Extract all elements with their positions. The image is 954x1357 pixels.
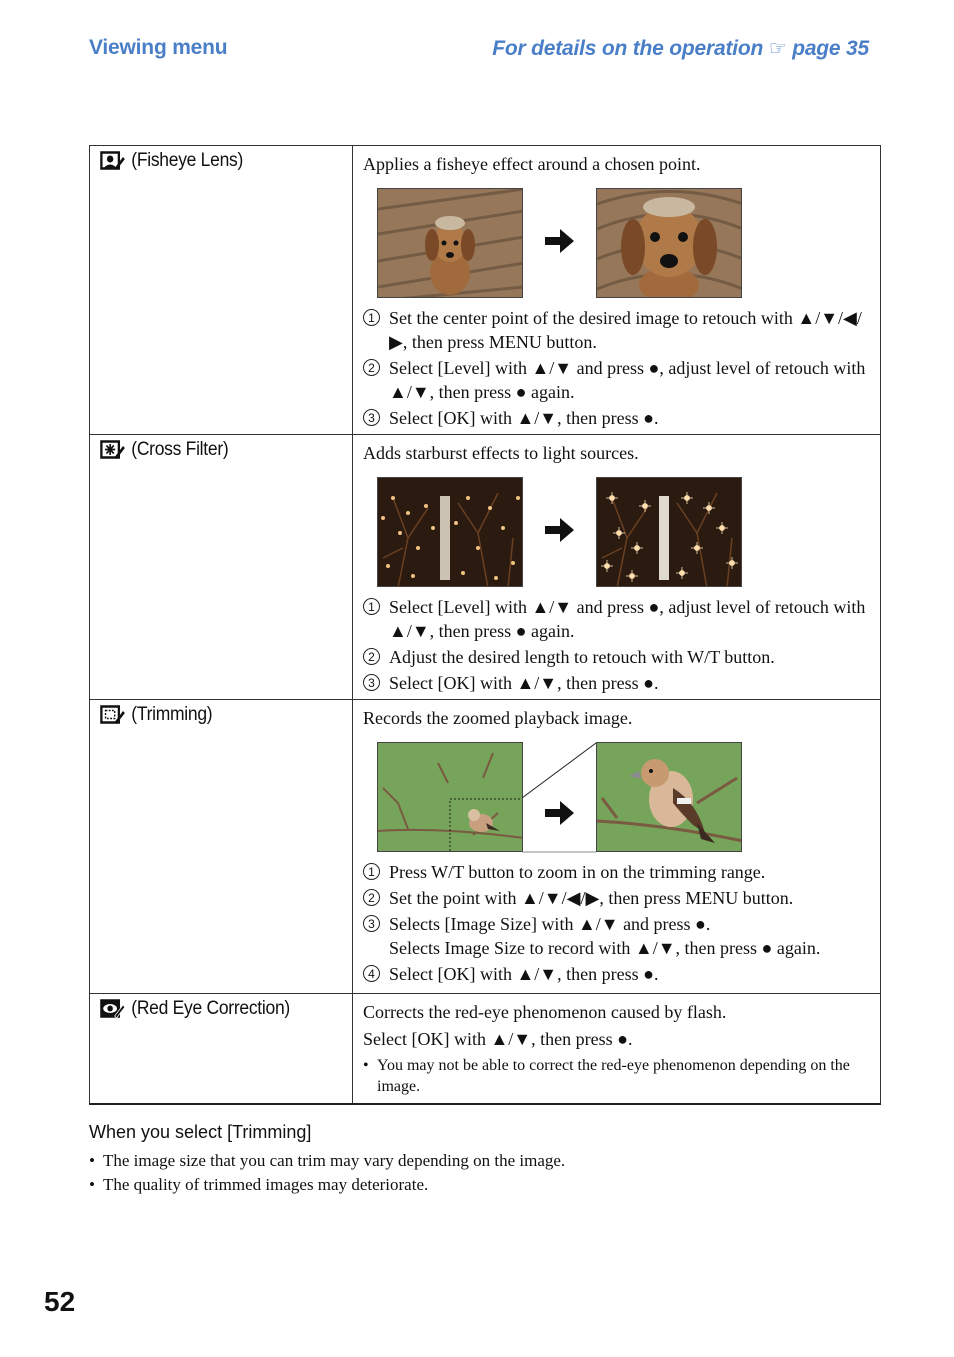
step-item	[363, 645, 870, 669]
operation-reference-page: page 35	[792, 37, 869, 60]
operation-reference	[492, 36, 869, 61]
cross-filter-icon	[100, 439, 126, 461]
arrow-icon	[545, 800, 575, 826]
step-number: 1	[363, 863, 380, 880]
step-text: Adjust the desired length to retouch with W/T button.	[389, 647, 775, 667]
step-text: Select [Level] with ▲/▼ and press ●, adjust level of retouch with ▲/▼, then press ● again.	[389, 597, 866, 641]
example-images	[377, 742, 870, 852]
dog-before-image	[377, 188, 523, 298]
arrow-icon	[545, 228, 575, 254]
step-number: 3	[363, 409, 380, 426]
table-row-red-eye	[90, 994, 881, 1105]
mode-instruction: Select [OK] with ▲/▼, then press ●.	[363, 1029, 633, 1049]
example-images	[377, 188, 870, 298]
table-row-cross-filter	[90, 435, 881, 700]
trimming-notes-heading: When you select [Trimming]	[89, 1122, 312, 1142]
mode-cell	[90, 700, 353, 994]
step-text: Select [OK] with ▲/▼, then press ●.	[389, 673, 659, 693]
fisheye-icon	[100, 150, 126, 172]
operation-reference-text: For details on the operation	[492, 37, 764, 60]
step-item	[363, 406, 870, 430]
step-item	[363, 912, 870, 960]
step-text: Set the center point of the desired image to retouch with ▲/▼/◀/▶, then press MENU button.	[389, 308, 862, 352]
table-row-trimming	[90, 700, 881, 994]
step-number: 4	[363, 965, 380, 982]
step-item	[363, 860, 870, 884]
step-number: 2	[363, 359, 380, 376]
section-title: Viewing menu	[89, 36, 228, 59]
step-text: Set the point with ▲/▼/◀/▶, then press MENU button.	[389, 888, 794, 908]
mode-name: (Cross Filter)	[131, 439, 229, 460]
description-cell	[353, 435, 881, 700]
step-item	[363, 595, 870, 643]
mode-cell	[90, 435, 353, 700]
step-text: Select [OK] with ▲/▼, then press ●.	[389, 408, 659, 428]
step-subtext: Selects Image Size to record with ▲/▼, then press ● again.	[389, 938, 821, 958]
step-item	[363, 886, 870, 910]
step-item	[363, 962, 870, 986]
step-text: Press W/T button to zoom in on the trimming range.	[389, 862, 766, 882]
step-list	[363, 860, 870, 990]
hand-pointer-icon: ☞	[768, 38, 787, 60]
arrow-icon	[545, 517, 575, 543]
retouch-table	[89, 145, 881, 1105]
note-bullet: • The quality of trimmed images may deteriorate.	[89, 1173, 889, 1197]
step-number: 1	[363, 598, 380, 615]
step-item	[363, 356, 870, 404]
step-text: Select [Level] with ▲/▼ and press ●, adjust level of retouch with ▲/▼, then press ● again.	[389, 358, 866, 402]
bird-before-image	[377, 742, 523, 852]
mode-name: (Trimming)	[131, 704, 213, 725]
lights-after-starburst-image	[596, 477, 742, 587]
mode-label	[100, 998, 332, 1020]
mode-label	[100, 704, 332, 726]
step-number: 2	[363, 889, 380, 906]
red-eye-icon	[100, 998, 126, 1020]
trimming-notes	[89, 1122, 889, 1197]
mode-description: Records the zoomed playback image.	[363, 708, 633, 728]
step-number: 3	[363, 674, 380, 691]
step-list	[363, 306, 870, 434]
step-item	[363, 671, 870, 695]
page-number: 52	[44, 1286, 76, 1317]
description-cell	[353, 146, 881, 435]
trimming-icon	[100, 704, 126, 726]
mode-description: Adds starburst effects to light sources.	[363, 443, 639, 463]
mode-label	[100, 439, 332, 461]
step-text: Select [OK] with ▲/▼, then press ●.	[389, 964, 659, 984]
mode-name: (Red Eye Correction)	[131, 998, 290, 1019]
description-cell	[353, 994, 881, 1105]
note-bullet: • The image size that you can trim may vary depending on the image.	[89, 1149, 889, 1173]
bird-trimmed-image	[596, 742, 742, 852]
example-images	[377, 477, 870, 587]
lights-before-image	[377, 477, 523, 587]
mode-name: (Fisheye Lens)	[131, 150, 244, 171]
table-row-fisheye	[90, 146, 881, 435]
step-text: Selects [Image Size] with ▲/▼ and press ●.	[389, 914, 711, 934]
mode-description: Applies a fisheye effect around a chosen point.	[363, 154, 701, 174]
description-cell	[353, 700, 881, 994]
note-bullet: • You may not be able to correct the red-eye phenomenon depending on the image.	[363, 1055, 870, 1097]
dog-after-fisheye-image	[596, 188, 742, 298]
step-list	[363, 595, 870, 699]
step-item	[363, 306, 870, 354]
mode-cell	[90, 146, 353, 435]
zoom-guide-lines	[522, 742, 598, 854]
step-number: 3	[363, 915, 380, 932]
mode-description: Corrects the red-eye phenomenon caused by flash.	[363, 1002, 727, 1022]
mode-cell	[90, 994, 353, 1105]
step-number: 2	[363, 648, 380, 665]
mode-label	[100, 150, 332, 172]
step-number: 1	[363, 309, 380, 326]
